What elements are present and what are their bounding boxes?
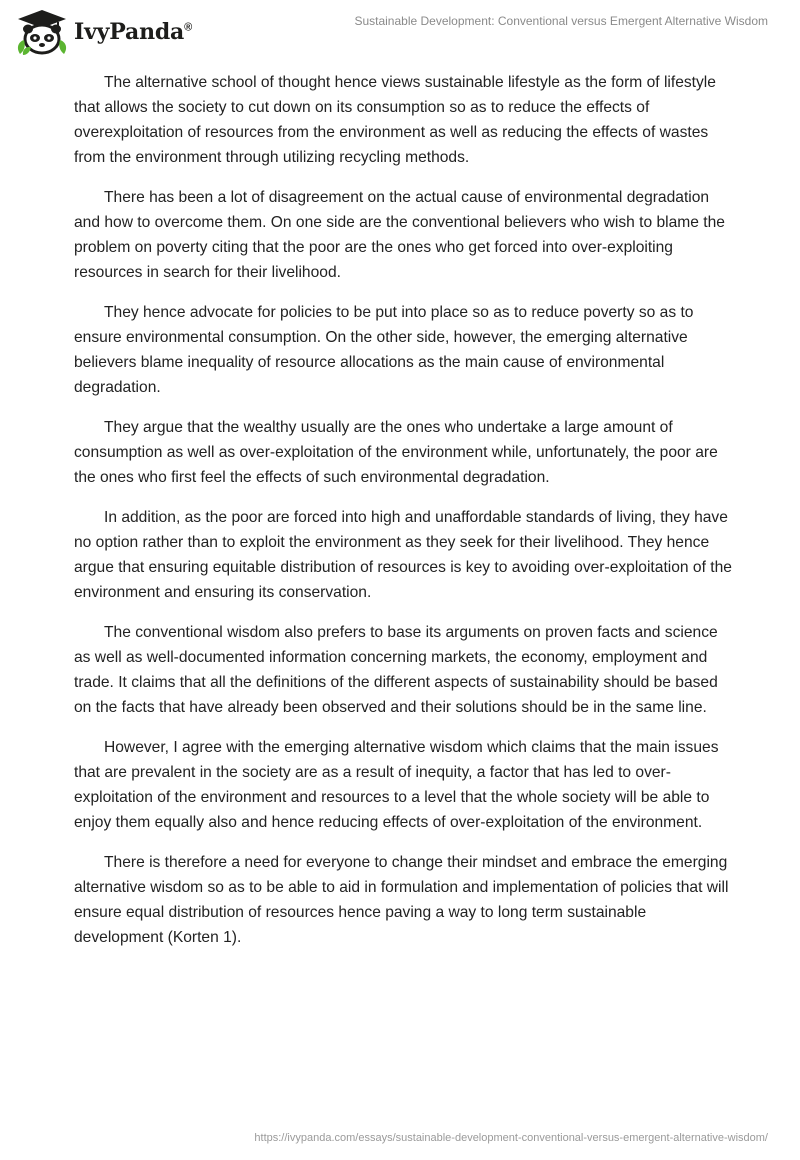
brand-logo[interactable] bbox=[14, 8, 192, 56]
brand-name-text: IvyPanda bbox=[74, 19, 185, 45]
brand-name bbox=[74, 19, 192, 45]
paragraph: They argue that the wealthy usually are the ones who undertake a large amount of consumption as well as over-exploitation of the environment while, unfortunately, the poor are the ones who first feel the effects of such environmental degradation. bbox=[74, 419, 718, 486]
source-url[interactable]: https://ivypanda.com/essays/sustainable-development-conventional-versus-emergent-alternative-wisdom/ bbox=[254, 1132, 768, 1144]
paragraph: There has been a lot of disagreement on the actual cause of environmental degradation and how to overcome them. On one side are the conventional believers who wish to blame the problem on poverty citing that the poor are the ones who get forced into over-exploiting resources in search for their livelihood. bbox=[74, 189, 725, 281]
paragraph: However, I agree with the emerging alternative wisdom which claims that the main issues that are prevalent in the society are as a result of inequity, a factor that has led to over-exploitation of the environment and resources to a level that the whole society will be able to enjoy them equally also and hence reducing effects of over-exploitation of the environment. bbox=[74, 739, 719, 831]
page-header bbox=[0, 0, 800, 64]
paragraph: The alternative school of thought hence views sustainable lifestyle as the form of lifestyle that allows the society to cut down on its consumption so as to reduce the effects of overexploitation of resources from the environment as well as reducing the effects of wastes from the environment through utilizing recycling methods. bbox=[74, 74, 716, 166]
paragraph: There is therefore a need for everyone to change their mindset and embrace the emerging alternative wisdom so as to be able to aid in formulation and implementation of policies that will ensure equal distribution of resources hence paving a way to long term sustainable development (Korten 1). bbox=[74, 854, 729, 946]
panda-graduation-cap-icon bbox=[14, 8, 70, 56]
registered-mark: ® bbox=[184, 21, 193, 34]
essay-body bbox=[74, 70, 734, 965]
paragraph: In addition, as the poor are forced into high and unaffordable standards of living, they have no option rather than to exploit the environment as they seek for their livelihood. They hence argue that ensuring equitable distribution of resources is key to avoiding over-exploitation of the environment and ensuring its conservation. bbox=[74, 509, 732, 601]
document-title: Sustainable Development: Conventional versus Emergent Alternative Wisdom bbox=[354, 14, 768, 28]
paragraph: The conventional wisdom also prefers to base its arguments on proven facts and science as well as well-documented information concerning markets, the economy, employment and trade. It claims that all the definitions of the different aspects of sustainability should be based on the facts that have already been observed and their solutions should be in the same line. bbox=[74, 624, 718, 716]
paragraph: They hence advocate for policies to be put into place so as to reduce poverty so as to ensure environmental consumption. On the other side, however, the emerging alternative believers blame inequality of resource allocations as the main cause of environmental degradation. bbox=[74, 304, 694, 396]
